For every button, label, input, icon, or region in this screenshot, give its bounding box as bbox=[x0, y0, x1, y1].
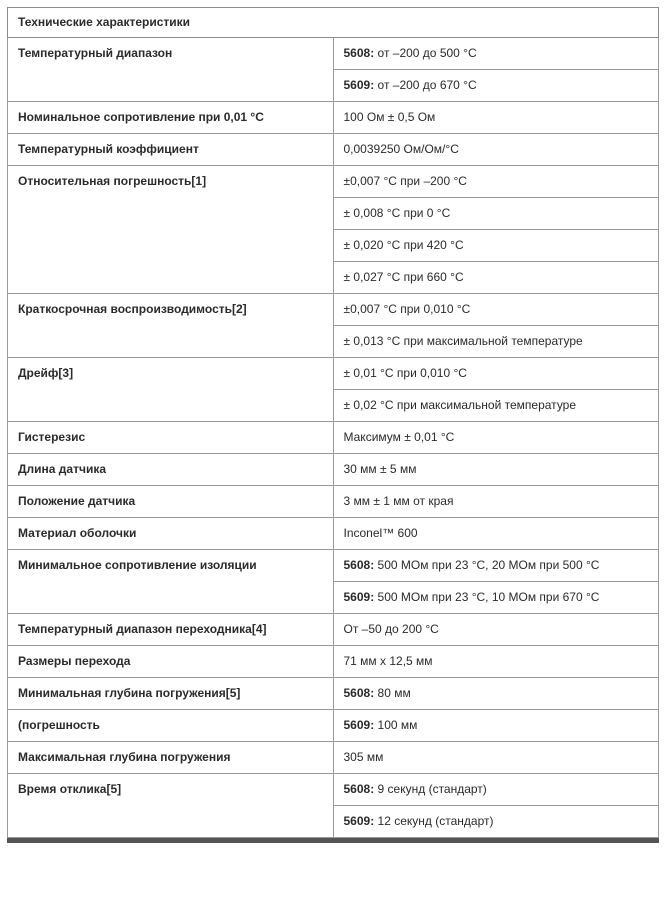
spec-label: Краткосрочная воспроизводимость[2] bbox=[8, 294, 334, 358]
table-row bbox=[8, 550, 659, 582]
spec-value: ±0,007 °C при –200 °C bbox=[333, 166, 659, 198]
table-row bbox=[8, 294, 659, 326]
spec-value: 5609: 12 секунд (стандарт) bbox=[333, 806, 659, 838]
spec-label: Дрейф[3] bbox=[8, 358, 334, 422]
specs-table-body bbox=[8, 38, 659, 838]
spec-label: Максимальная глубина погружения bbox=[8, 742, 334, 774]
spec-value: 5608: 500 МОм при 23 °C, 20 МОм при 500 °C bbox=[333, 550, 659, 582]
table-row bbox=[8, 678, 659, 710]
spec-value: ± 0,01 °C при 0,010 °C bbox=[333, 358, 659, 390]
spec-value: 100 Ом ± 0,5 Ом bbox=[333, 102, 659, 134]
spec-label: Температурный диапазон переходника[4] bbox=[8, 614, 334, 646]
table-row bbox=[8, 742, 659, 774]
spec-label: Материал оболочки bbox=[8, 518, 334, 550]
spec-value-model-prefix: 5608: bbox=[343, 782, 375, 796]
spec-value: 5608: от –200 до 500 °C bbox=[333, 38, 659, 70]
spec-label: (погрешность bbox=[8, 710, 334, 742]
spec-label: Номинальное сопротивление при 0,01 °C bbox=[8, 102, 334, 134]
table-row bbox=[8, 646, 659, 678]
spec-label: Положение датчика bbox=[8, 486, 334, 518]
spec-value: 5608: 9 секунд (стандарт) bbox=[333, 774, 659, 806]
table-row bbox=[8, 614, 659, 646]
specs-table bbox=[7, 7, 659, 838]
spec-value: 0,0039250 Ом/Ом/°C bbox=[333, 134, 659, 166]
spec-label: Гистерезис bbox=[8, 422, 334, 454]
spec-value: ± 0,020 °C при 420 °C bbox=[333, 230, 659, 262]
table-row bbox=[8, 454, 659, 486]
spec-value-model-prefix: 5608: bbox=[343, 558, 375, 572]
spec-value: 5609: 100 мм bbox=[333, 710, 659, 742]
spec-value: ± 0,027 °C при 660 °C bbox=[333, 262, 659, 294]
spec-value: От –50 до 200 °C bbox=[333, 614, 659, 646]
spec-value: 305 мм bbox=[333, 742, 659, 774]
spec-value: 3 мм ± 1 мм от края bbox=[333, 486, 659, 518]
table-row bbox=[8, 102, 659, 134]
spec-value: ±0,007 °C при 0,010 °C bbox=[333, 294, 659, 326]
spec-value: 30 мм ± 5 мм bbox=[333, 454, 659, 486]
spec-value-model-prefix: 5609: bbox=[343, 814, 375, 828]
spec-value: ± 0,008 °C при 0 °C bbox=[333, 198, 659, 230]
table-row bbox=[8, 358, 659, 390]
table-row bbox=[8, 166, 659, 198]
table-row bbox=[8, 134, 659, 166]
spec-label: Относительная погрешность[1] bbox=[8, 166, 334, 294]
spec-label: Температурный коэффициент bbox=[8, 134, 334, 166]
spec-value: ± 0,02 °C при максимальной температуре bbox=[333, 390, 659, 422]
table-row bbox=[8, 486, 659, 518]
spec-value-model-prefix: 5609: bbox=[343, 718, 375, 732]
spec-value-model-prefix: 5609: bbox=[343, 590, 375, 604]
table-row bbox=[8, 38, 659, 70]
spec-value: ± 0,013 °C при максимальной температуре bbox=[333, 326, 659, 358]
table-header-row bbox=[8, 8, 659, 38]
table-row bbox=[8, 710, 659, 742]
spec-value-model-prefix: 5608: bbox=[343, 686, 375, 700]
spec-value: 5609: от –200 до 670 °C bbox=[333, 70, 659, 102]
spec-label: Температурный диапазон bbox=[8, 38, 334, 102]
table-row bbox=[8, 422, 659, 454]
spec-label: Длина датчика bbox=[8, 454, 334, 486]
spec-value-model-prefix: 5609: bbox=[343, 78, 375, 92]
spec-label: Минимальное сопротивление изоляции bbox=[8, 550, 334, 614]
table-row bbox=[8, 518, 659, 550]
cropped-next-row-edge bbox=[7, 838, 659, 843]
table-title: Технические характеристики bbox=[8, 8, 659, 38]
spec-value-model-prefix: 5608: bbox=[343, 46, 375, 60]
spec-label: Размеры перехода bbox=[8, 646, 334, 678]
spec-label: Минимальная глубина погружения[5] bbox=[8, 678, 334, 710]
spec-label: Время отклика[5] bbox=[8, 774, 334, 838]
spec-value: 5609: 500 МОм при 23 °C, 10 МОм при 670 °C bbox=[333, 582, 659, 614]
spec-value: 5608: 80 мм bbox=[333, 678, 659, 710]
spec-value: 71 мм x 12,5 мм bbox=[333, 646, 659, 678]
spec-value: Inconel™ 600 bbox=[333, 518, 659, 550]
table-row bbox=[8, 774, 659, 806]
spec-value: Максимум ± 0,01 °C bbox=[333, 422, 659, 454]
